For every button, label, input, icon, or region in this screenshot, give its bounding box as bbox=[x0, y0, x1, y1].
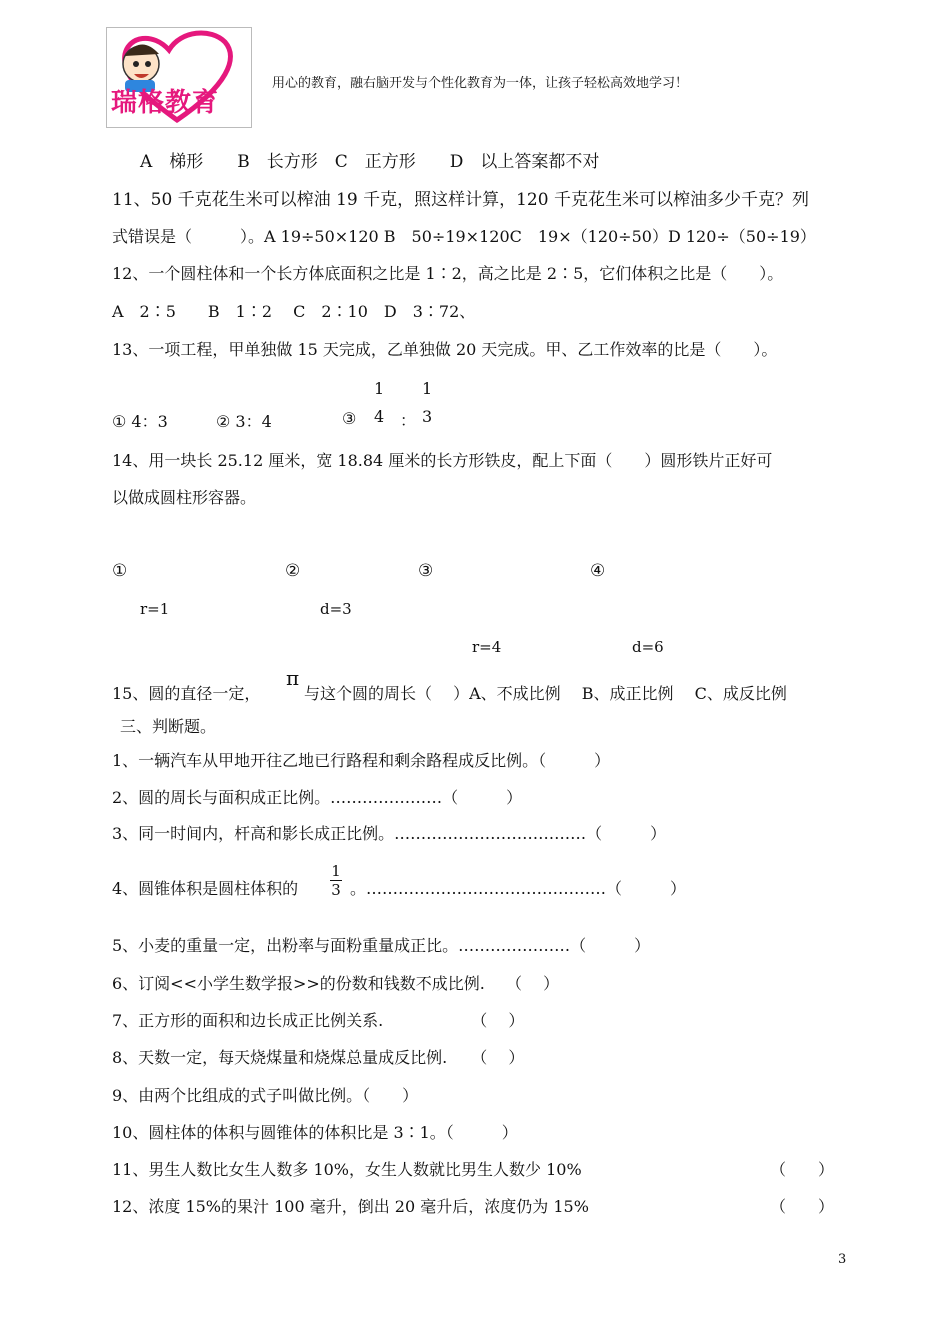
q15-line-rest: 与这个圆的周长（ ）A、不成比例 B、成正比例 C、成反比例 bbox=[304, 684, 787, 703]
q14-label-r4: r=4 bbox=[472, 638, 502, 656]
judge-11: 11、男生人数比女生人数多 10%，女生人数就比男生人数少 10% bbox=[112, 1160, 582, 1179]
q13-frac1-den: 4 bbox=[374, 407, 385, 426]
q12-line2: A 2∶5 B 1∶2 C 2∶10 D 3∶72、 bbox=[112, 302, 476, 321]
judge-10: 10、圆柱体的体积与圆锥体的体积比是 3∶1。（ ） bbox=[112, 1123, 518, 1142]
q11-line1: 11、50 千克花生米可以榨油 19 千克，照这样计算，120 千克花生米可以榨油多少千克？列 bbox=[112, 190, 809, 210]
judge-6: 6、订阅<<小学生数学报>>的份数和钱数不成比例. （ ） bbox=[112, 974, 560, 993]
q13-frac2-num: 1 bbox=[422, 379, 433, 398]
judge-5: 5、小麦的重量一定，出粉率与面粉重量成正比。…………………（ ） bbox=[112, 936, 651, 955]
q15-line-start: 15、圆的直径一定， bbox=[112, 684, 261, 703]
q14-choice1: ① bbox=[112, 561, 128, 581]
q13-option3: ③ bbox=[342, 409, 357, 428]
q11-line2: 式错误是（ ）。A 19÷50×120 B 50÷19×120C 19×（120÷50）D 120÷（50÷19） bbox=[112, 227, 816, 246]
q14-line2: 以做成圆柱形容器。 bbox=[112, 488, 257, 507]
q13-option1: ① 4：3 bbox=[112, 412, 168, 431]
q13-frac1 bbox=[374, 378, 384, 428]
logo bbox=[106, 27, 252, 128]
page-number: 3 bbox=[838, 1252, 847, 1267]
header-slogan: 用心的教育，融右脑开发与个性化教育为一体，让孩子轻松高效地学习！ bbox=[272, 76, 689, 91]
q13-frac2-den: 3 bbox=[422, 407, 433, 426]
judge-7: 7、正方形的面积和边长成正比例关系. （ ） bbox=[112, 1011, 525, 1030]
q13-frac1-num: 1 bbox=[374, 379, 385, 398]
judge-4-frac-num: 1 bbox=[331, 862, 341, 880]
q10-options: A 梯形 B 长方形 C 正方形 D 以上答案都不对 bbox=[140, 152, 600, 172]
q13-line1: 13、一项工程，甲单独做 15 天完成，乙单独做 20 天完成。甲、乙工作效率的比是（ ）。 bbox=[112, 340, 778, 359]
q14-choice4: ④ bbox=[590, 561, 606, 581]
section3-title: 三、判断题。 bbox=[120, 717, 217, 736]
judge-4-start: 4、圆锥体积是圆柱体积的 bbox=[112, 879, 299, 898]
judge-12: 12、浓度 15%的果汁 100 毫升，倒出 20 毫升后，浓度仍为 15% bbox=[112, 1197, 589, 1216]
q14-label-r1: r=1 bbox=[140, 600, 170, 618]
q14-choice3: ③ bbox=[418, 561, 434, 581]
q14-label-d6: d=6 bbox=[632, 638, 664, 656]
q13-colon: ： bbox=[400, 411, 417, 430]
judge-4-fraction bbox=[330, 862, 342, 899]
judge-8: 8、天数一定，每天烧煤量和烧煤总量成反比例. （ ） bbox=[112, 1048, 525, 1067]
q12-line1: 12、一个圆柱体和一个长方体底面积之比是 1∶2，高之比是 2∶5，它们体积之比是（ ）。 bbox=[112, 264, 784, 283]
q14-choice2: ② bbox=[285, 561, 301, 581]
judge-4-end: 。………………………………………（ ） bbox=[350, 879, 687, 898]
q13-option2: ② 3：4 bbox=[216, 412, 272, 431]
judge-12-paren: （ ） bbox=[770, 1197, 835, 1216]
judge-4-frac-den: 3 bbox=[331, 881, 341, 899]
q14-label-d3: d=3 bbox=[320, 600, 352, 618]
judge-1: 1、一辆汽车从甲地开往乙地已行路程和剩余路程成反比例。（ ） bbox=[112, 751, 611, 770]
judge-9: 9、由两个比组成的式子叫做比例。（ ） bbox=[112, 1086, 419, 1105]
q14-line1: 14、用一块长 25.12 厘米，宽 18.84 厘米的长方形铁皮，配上下面（ ）圆形铁片正好可 bbox=[112, 451, 773, 470]
judge-11-paren: （ ） bbox=[770, 1160, 835, 1179]
judge-3: 3、同一时间内，杆高和影长成正比例。………………………………（ ） bbox=[112, 824, 667, 843]
logo-text: 瑞格教育 bbox=[111, 88, 220, 118]
judge-2: 2、圆的周长与面积成正比例。…………………（ ） bbox=[112, 788, 523, 807]
q13-frac2 bbox=[422, 378, 432, 428]
q15-pi-symbol: π bbox=[286, 666, 300, 690]
